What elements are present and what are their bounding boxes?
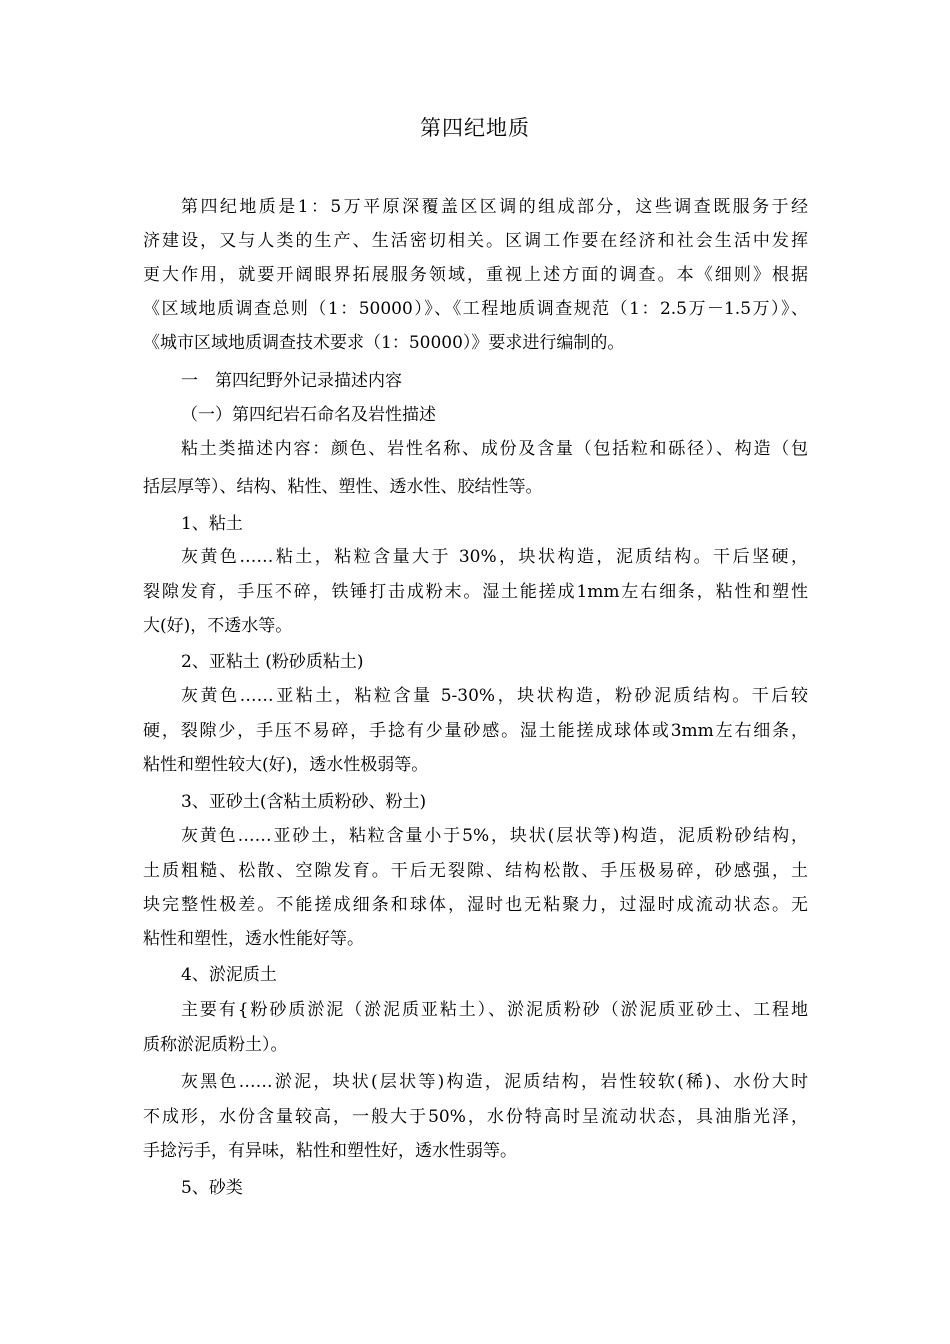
item-heading: 3、亚砂土(含粘土质粉砂、粉土) xyxy=(181,792,427,812)
page-title: 第四纪地质 xyxy=(420,116,530,140)
section-heading: 一 第四纪野外记录描述内容 xyxy=(181,371,402,391)
paragraph-line: 第四纪地质是1：5万平原深覆盖区区调的组成部分，这些调查既服务于经 xyxy=(181,197,808,217)
paragraph-line: 济建设，又与人类的生产、生活密切相关。区调工作要在经济和社会生活中发挥 xyxy=(143,231,808,251)
paragraph-line: 括层厚等）、结构、粘性、塑性、透水性、胶结性等。 xyxy=(143,477,543,497)
subsection-heading: （一）第四纪岩石命名及岩性描述 xyxy=(181,405,436,425)
item-heading: 2、亚粘土 (粉砂质粘土) xyxy=(181,652,364,672)
item-heading: 1、粘土 xyxy=(181,514,243,534)
paragraph-line: 硬，裂隙少，手压不易碎，手捻有少量砂感。湿土能搓成球体或3mm左右细条， xyxy=(143,721,808,741)
paragraph-line: 大(好)，不透水等。 xyxy=(143,616,293,636)
paragraph-line: 灰黄色……亚粘土，粘粒含量 5-30%，块状构造，粉砂泥质结构。干后较 xyxy=(181,686,808,706)
paragraph-line: 更大作用，就要开阔眼界拓展服务领域，重视上述方面的调查。本《细则》根据 xyxy=(143,265,808,285)
paragraph-line: 粘土类描述内容：颜色、岩性名称、成份及含量（包括粒和砾径）、构造（包 xyxy=(181,439,808,459)
paragraph-line: 灰黄色……粘土，粘粒含量大于 30%，块状构造，泥质结构。干后坚硬， xyxy=(181,547,808,567)
item-heading: 4、淤泥质土 xyxy=(181,965,277,985)
paragraph-line: 手捻污手，有异味，粘性和塑性好，透水性弱等。 xyxy=(143,1141,517,1161)
paragraph-line: 质称淤泥质粉土）。 xyxy=(143,1035,288,1055)
paragraph-line: 粘性和塑性较大(好)，透水性极弱等。 xyxy=(143,755,429,775)
paragraph-line: 《城市区域地质调查技术要求（1：50000）》要求进行编制的。 xyxy=(143,333,625,353)
paragraph-line: 不成形，水份含量较高，一般大于50%，水份特高时呈流动状态，具油脂光泽， xyxy=(143,1107,808,1127)
paragraph-line: 灰黄色……亚砂土，粘粒含量小于5%，块状(层状等)构造，泥质粉砂结构， xyxy=(181,826,808,846)
paragraph-line: 土质粗糙、松散、空隙发育。干后无裂隙、结构松散、手压极易碎，砂感强，土 xyxy=(143,861,808,881)
paragraph-line: 主要有{粉砂质淤泥（淤泥质亚粘土）、淤泥质粉砂（淤泥质亚砂土、工程地 xyxy=(181,1000,808,1020)
paragraph-line: 灰黑色……淤泥，块状(层状等)构造，泥质结构，岩性较软(稀)、水份大时 xyxy=(181,1072,808,1092)
paragraph-line: 裂隙发育，手压不碎，铁锤打击成粉末。湿土能搓成1mm左右细条，粘性和塑性 xyxy=(143,582,808,602)
paragraph-line: 粘性和塑性，透水性能好等。 xyxy=(143,929,364,949)
item-heading: 5、砂类 xyxy=(181,1178,243,1198)
paragraph-line: 块完整性极差。不能搓成细条和球体，湿时也无粘聚力，过湿时成流动状态。无 xyxy=(143,895,808,915)
paragraph-line: 《区域地质调查总则（1：50000）》、《工程地质调查规范（1：2.5万－1.5万）》、 xyxy=(143,299,808,319)
